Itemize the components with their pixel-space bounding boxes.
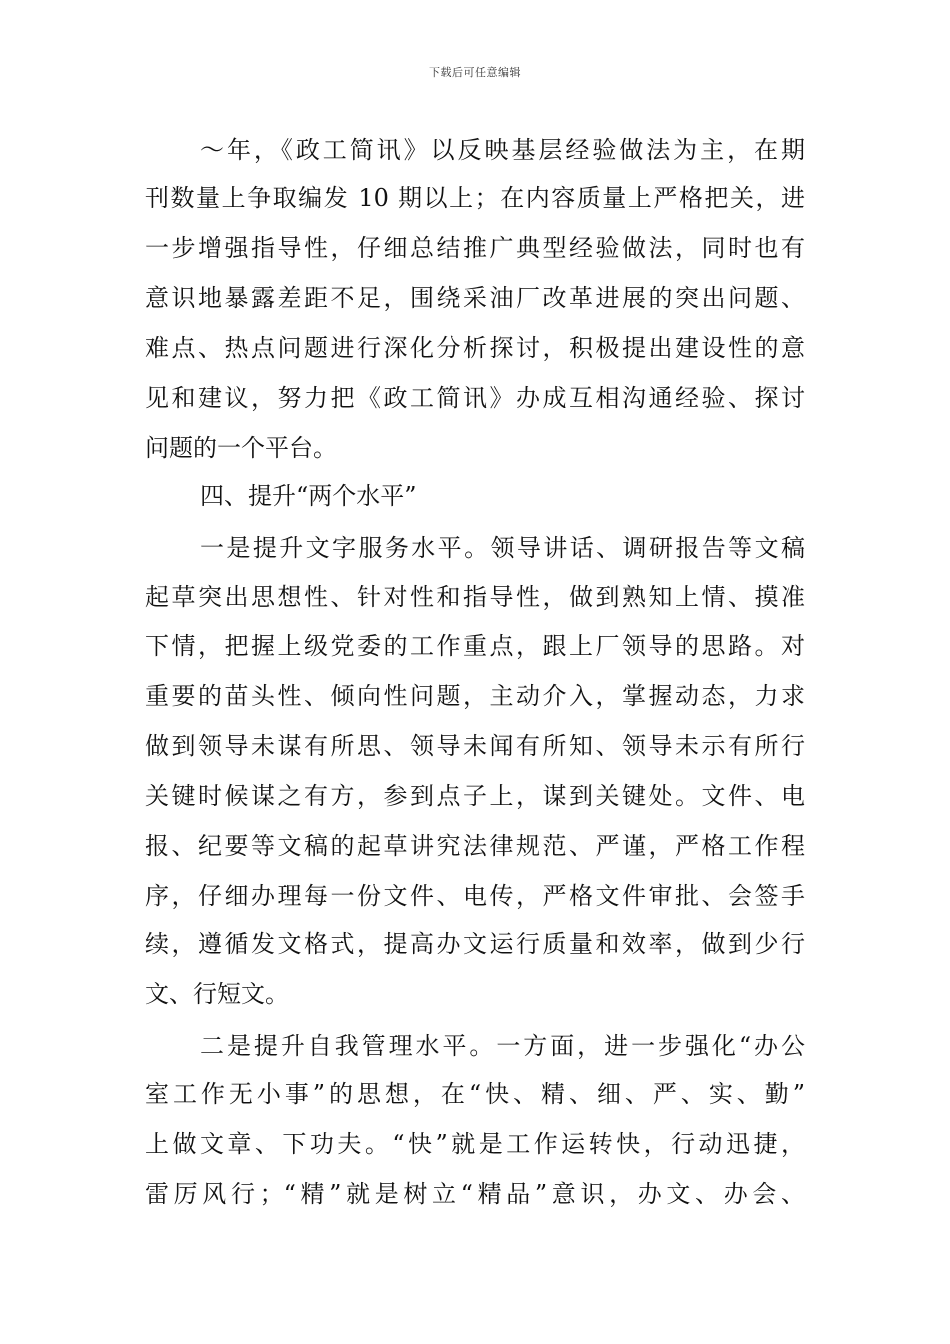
text-line: 重要的苗头性、倾向性问题，主动介入，掌握动态，力求 xyxy=(145,682,805,710)
text-line: 关键时候谋之有方，参到点子上，谋到关键处。文件、电 xyxy=(145,782,805,810)
section-heading: 四、提升“两个水平” xyxy=(200,482,417,510)
text-line: 一步增强指导性，仔细总结推广典型经验做法，同时也有 xyxy=(145,234,805,262)
text-line: 二是提升自我管理水平。一方面，进一步强化“办公 xyxy=(200,1032,805,1060)
text-line: 起草突出思想性、针对性和指导性，做到熟知上情、摸准 xyxy=(145,583,805,611)
text-line: 下情，把握上级党委的工作重点，跟上厂领导的思路。对 xyxy=(145,632,805,660)
text-line: 续，遵循发文格式，提高办文运行质量和效率，做到少行 xyxy=(145,930,805,958)
text-line: 室工作无小事”的思想，在“快、精、细、严、实、勤” xyxy=(145,1080,805,1108)
text-line: 上做文章、下功夫。“快”就是工作运转快，行动迅捷， xyxy=(145,1130,805,1158)
text-line: 难点、热点问题进行深化分析探讨，积极提出建设性的意 xyxy=(145,334,805,362)
text-line: 做到领导未谋有所思、领导未闻有所知、领导未示有所行 xyxy=(145,732,805,760)
text-line: 刊数量上争取编发 10 期以上；在内容质量上严格把关，进 xyxy=(145,184,805,212)
text-line: 见和建议，努力把《政工简讯》办成互相沟通经验、探讨 xyxy=(145,384,805,412)
text-line: 雷厉风行；“精”就是树立“精品”意识，办文、办会、 xyxy=(145,1180,805,1208)
text-line: 意识地暴露差距不足，围绕采油厂改革进展的突出问题、 xyxy=(145,284,805,312)
text-line: 问题的一个平台。 xyxy=(145,434,337,462)
text-line: ～年，《政工简讯》以反映基层经验做法为主，在期 xyxy=(200,136,805,164)
text-line: 报、纪要等文稿的起草讲究法律规范、严谨，严格工作程 xyxy=(145,832,805,860)
text-line: 文、行短文。 xyxy=(145,980,289,1008)
text-line: 序，仔细办理每一份文件、电传，严格文件审批、会签手 xyxy=(145,882,805,910)
page-header: 下载后可任意编辑 xyxy=(429,66,521,79)
text-line: 一是提升文字服务水平。领导讲话、调研报告等文稿 xyxy=(200,534,805,562)
